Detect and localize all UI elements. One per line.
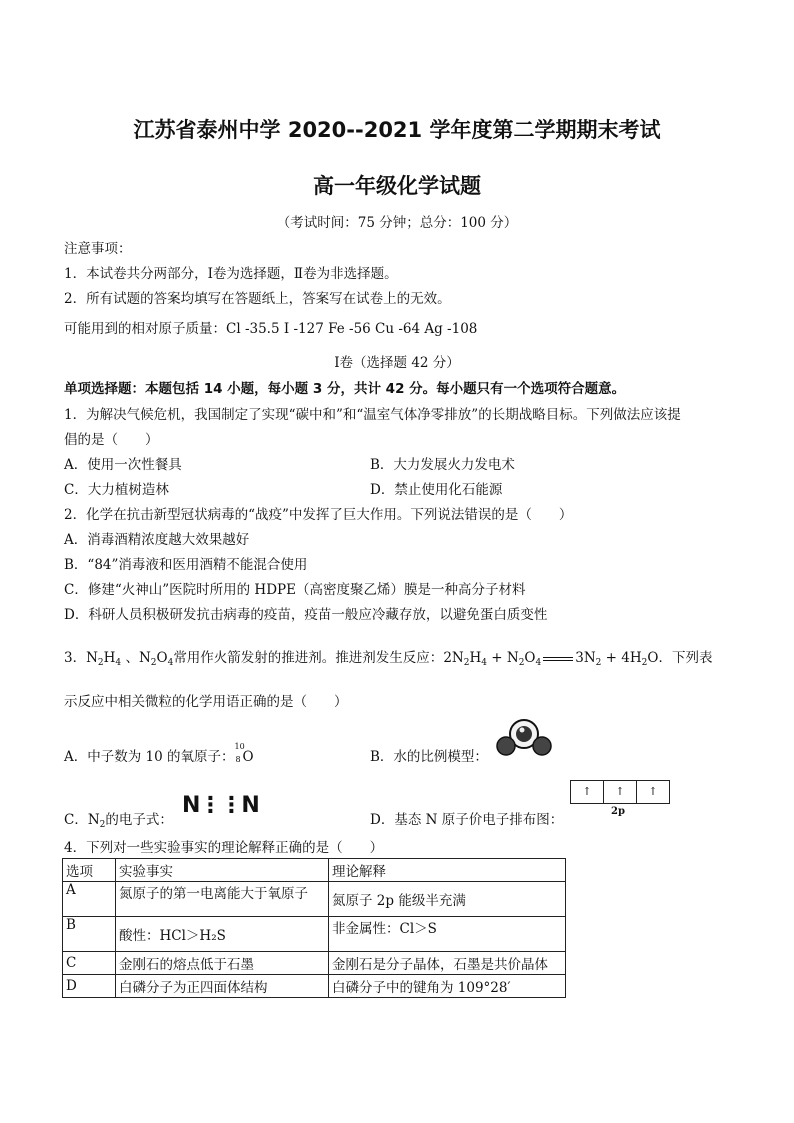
q3-option-c: C．$N_2$的电子式： [64, 812, 173, 830]
oxygen-isotope-symbol: 10 8 O [234, 742, 254, 765]
q4-stem: 4．下列对一些实验事实的理论解释正确的是（ ） [64, 840, 384, 856]
q2-stem: 2．化学在抗击新型冠状病毒的“战疫”中发挥了巨大作用。下列说法错误的是（ ） [64, 507, 573, 523]
up-arrow-icon: ↑ [648, 785, 658, 798]
table-header-cell: 选项 [63, 859, 116, 882]
q2-option-d: D．科研人员积极研发抗击病毒的疫苗，疫苗一般应冷藏存放，以避免蛋白质变性 [64, 607, 548, 623]
table-cell: 白磷分子为正四面体结构 [116, 975, 329, 998]
q4-table [62, 858, 566, 998]
q1-option-a: A．使用一次性餐具 [64, 457, 182, 473]
q1-option-d: D．禁止使用化石能源 [370, 482, 503, 498]
table-cell: C [63, 952, 116, 975]
table-cell: 酸性：HCl＞H₂S [116, 917, 329, 952]
q2-option-c: C．修建“火神山”医院时所用的 HDPE（高密度聚乙烯）膜是一种高分子材料 [64, 582, 526, 598]
table-cell: 金刚石是分子晶体，石墨是共价晶体 [329, 952, 566, 975]
equals-sign-icon [543, 657, 573, 661]
table-cell: D [63, 975, 116, 998]
table-row [63, 882, 566, 917]
section-1-heading: Ⅰ卷（选择题 42 分） [334, 355, 460, 371]
q3-stem-mid: 常用作火箭发射的推进剂。推进剂发生反应： [173, 650, 444, 666]
q1-option-b: B．大力发展火力发电术 [370, 457, 515, 473]
table-cell: B [63, 917, 116, 952]
q1-stem-line2: 倡的是（ ） [64, 432, 159, 448]
up-arrow-icon: ↑ [604, 781, 637, 803]
q3-stem-post: ．下列表 [658, 650, 713, 666]
table-header-cell: 实验事实 [116, 859, 329, 882]
q3-stem-pre: 3． [64, 650, 87, 666]
q3-stem-line1: 3．$N_2H_4$ 、$N_2O_4$常用作火箭发射的推进剂。推进剂发生反应：$2N_2H_4 + N_2O_4$ $3N_2 + 4H_2O$．下列表 [64, 650, 713, 668]
table-cell: 白磷分子中的键角为 109°28′ [329, 975, 566, 998]
q3-option-a-label: A．中子数为 10 的氧原子： [64, 749, 235, 765]
exam-info: （考试时间：75 分钟；总分：100 分） [276, 215, 518, 231]
q3-option-d-label: D．基态 [370, 812, 422, 828]
n2-electron-formula: N⋮⋮N [182, 793, 259, 818]
table-cell: 氮原子的第一电离能大于氧原子 [116, 882, 329, 917]
q3-option-b: B．水的比例模型： [370, 749, 488, 765]
q1-stem-line1: 1．为解决气候危机，我国制定了实现“碳中和”和“温室气体净零排放”的长期战略目标。下列做法应该提 [64, 407, 681, 423]
q3-stem-line2: 示反应中相关微粒的化学用语正确的是（ ） [64, 694, 348, 710]
table-row [63, 975, 566, 998]
table-row [63, 917, 566, 952]
exam-subtitle: 高一年级化学试题 [313, 174, 481, 198]
table-cell: 氮原子 2p 能级半充满 [329, 882, 566, 917]
q3-option-d: D．基态 N 原子价电子排布图： [370, 812, 564, 828]
exam-title: 江苏省泰州中学 2020--2021 学年度第二学期期末考试 [133, 118, 661, 142]
table-cell: A [63, 882, 116, 917]
q3-option-a [64, 742, 255, 765]
table-row [63, 952, 566, 975]
notes-item-2: 2．所有试题的答案均填写在答题纸上，答案写在试卷上的无效。 [64, 291, 451, 307]
table-cell: 金刚石的熔点低于石墨 [116, 952, 329, 975]
orbital-label: 2p [611, 806, 625, 817]
orbital-diagram [570, 780, 670, 804]
notes-heading: 注意事项： [64, 241, 132, 257]
water-space-filling-model-icon [494, 718, 554, 760]
atomic-masses: 可能用到的相对原子质量：Cl -35.5 I -127 Fe -56 Cu -64 Ag -108 [64, 321, 478, 337]
q1-option-c: C．大力植树造林 [64, 482, 169, 498]
q3-option-d-post: 原子价电子排布图： [441, 812, 564, 828]
q2-option-a: A．消毒酒精浓度越大效果越好 [64, 532, 250, 548]
q3-option-c-label: C． [64, 812, 88, 828]
table-header-cell: 理论解释 [329, 859, 566, 882]
section-1-instruction: 单项选择题：本题包括 14 小题，每小题 3 分，共计 42 分。每小题只有一个选项符合题意。 [64, 381, 626, 397]
notes-item-1: 1．本试卷共分两部分，Ⅰ卷为选择题，Ⅱ卷为非选择题。 [64, 266, 398, 282]
q3-option-c-post: 的电子式： [105, 812, 173, 828]
q2-option-b: B．“84”消毒液和医用酒精不能混合使用 [64, 557, 308, 573]
table-header-row [63, 859, 566, 882]
up-arrow-icon: ↑ [571, 781, 604, 803]
table-cell: 非金属性：Cl＞S [329, 917, 566, 952]
